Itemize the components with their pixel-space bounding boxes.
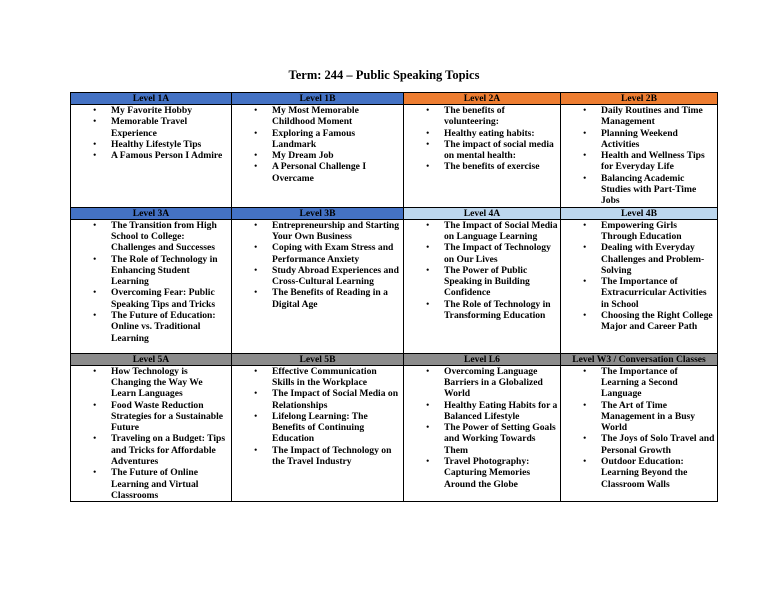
topic-item: • Traveling on a Budget: Tips and Tricks for Affordable Adventures <box>111 433 229 467</box>
level-header: Level 3B <box>232 207 404 219</box>
topic-item: • Travel Photography: Capturing Memories Around the Globe <box>444 456 558 490</box>
topics-cell <box>71 105 232 208</box>
level-header: Level 3A <box>71 207 232 219</box>
topic-item: • Exploring a Famous Landmark <box>272 128 401 151</box>
topic-item: • The Impact of Technology on Our Lives <box>444 242 558 265</box>
topic-item: • The benefits of exercise <box>444 161 558 172</box>
topic-item: • The Importance of Learning a Second Language <box>601 366 715 400</box>
topic-item: • Outdoor Education: Learning Beyond the Classroom Walls <box>601 456 715 490</box>
topic-item: • Lifelong Learning: The Benefits of Continuing Education <box>272 411 401 445</box>
topic-item: • Overcoming Language Barriers in a Globalized World <box>444 366 558 400</box>
topic-item: • Planning Weekend Activities <box>601 128 715 151</box>
level-header: Level 5A <box>71 353 232 365</box>
topic-item: • The Impact of Social Media on Language Learning <box>444 220 558 243</box>
topics-row <box>71 105 718 208</box>
topic-item: • Balancing Academic Studies with Part-Time Jobs <box>601 173 715 207</box>
level-header: Level 1A <box>71 93 232 105</box>
topic-item: • Daily Routines and Time Management <box>601 105 715 128</box>
topic-item: • The Transition from High School to College: Challenges and Successes <box>111 220 229 254</box>
topic-item: • Empowering Girls Through Education <box>601 220 715 243</box>
topic-item: • The Future of Education: Online vs. Traditional Learning <box>111 310 229 344</box>
topic-list <box>71 105 231 161</box>
topics-cell <box>561 219 718 353</box>
topic-item: • The Future of Online Learning and Virtual Classrooms <box>111 467 229 501</box>
topic-item: • The Power of Setting Goals and Working Towards Them <box>444 422 558 456</box>
topic-list <box>232 105 403 184</box>
topics-cell <box>232 365 404 502</box>
level-header: Level 4B <box>561 207 718 219</box>
level-header-row <box>71 93 718 105</box>
topics-row <box>71 219 718 353</box>
topic-item: • My Dream Job <box>272 150 401 161</box>
topic-item: • How Technology is Changing the Way We Learn Languages <box>111 366 229 400</box>
topic-item: • Healthy Lifestyle Tips <box>111 139 229 150</box>
topics-cell <box>71 365 232 502</box>
topic-item: • Health and Wellness Tips for Everyday Life <box>601 150 715 173</box>
topic-list <box>404 105 560 173</box>
topics-cell <box>404 365 561 502</box>
topics-row <box>71 365 718 502</box>
topics-cell <box>404 219 561 353</box>
topics-cell <box>404 105 561 208</box>
topic-item: • A Personal Challenge I Overcame <box>272 161 401 184</box>
level-header-row <box>71 207 718 219</box>
topic-item: • The Role of Technology in Transforming Education <box>444 299 558 322</box>
topic-item: • My Favorite Hobby <box>111 105 229 116</box>
topic-item: • Overcoming Fear: Public Speaking Tips and Tricks <box>111 287 229 310</box>
level-header: Level 5B <box>232 353 404 365</box>
topics-table <box>70 92 718 502</box>
topics-cell <box>232 219 404 353</box>
topic-item: • Coping with Exam Stress and Performance Anxiety <box>272 242 401 265</box>
topic-item: • Dealing with Everyday Challenges and Problem-Solving <box>601 242 715 276</box>
topic-item: • Healthy eating habits: <box>444 128 558 139</box>
topic-item: • My Most Memorable Childhood Moment <box>272 105 401 128</box>
topic-item: • The Joys of Solo Travel and Personal Growth <box>601 433 715 456</box>
topic-item: • A Famous Person I Admire <box>111 150 229 161</box>
level-header-row <box>71 353 718 365</box>
level-header: Level 4A <box>404 207 561 219</box>
topic-list <box>404 220 560 322</box>
document-title: Term: 244 – Public Speaking Topics <box>288 68 480 82</box>
topic-item: • The Impact of Social Media on Relationships <box>272 388 401 411</box>
topic-item: • The benefits of volunteering: <box>444 105 558 128</box>
topic-item: • Choosing the Right College Major and Career Path <box>601 310 715 333</box>
topic-item: • Effective Communication Skills in the Workplace <box>272 366 401 389</box>
level-header: Level L6 <box>404 353 561 365</box>
topic-list <box>232 366 403 468</box>
topics-cell <box>561 105 718 208</box>
topic-item: • The Power of Public Speaking in Building Confidence <box>444 265 558 299</box>
topic-item: • The impact of social media on mental health: <box>444 139 558 162</box>
level-header: Level 2A <box>404 93 561 105</box>
topic-list <box>561 105 717 207</box>
topic-item: • Food Waste Reduction Strategies for a Sustainable Future <box>111 400 229 434</box>
topic-item: • Entrepreneurship and Starting Your Own Business <box>272 220 401 243</box>
topic-item: • Study Abroad Experiences and Cross-Cultural Learning <box>272 265 401 288</box>
topic-list <box>561 366 717 490</box>
topic-item: • The Role of Technology in Enhancing Student Learning <box>111 254 229 288</box>
topics-cell <box>232 105 404 208</box>
level-header: Level W3 / Conversation Classes <box>561 353 718 365</box>
topic-item: • The Importance of Extracurricular Activities in School <box>601 276 715 310</box>
topics-cell <box>71 219 232 353</box>
topic-item: • Healthy Eating Habits for a Balanced Lifestyle <box>444 400 558 423</box>
topics-cell <box>561 365 718 502</box>
topic-list <box>71 220 231 344</box>
topic-item: • The Impact of Technology on the Travel Industry <box>272 445 401 468</box>
topic-item: • The Benefits of Reading in a Digital Age <box>272 287 401 310</box>
topic-item: • The Art of Time Management in a Busy World <box>601 400 715 434</box>
level-header: Level 2B <box>561 93 718 105</box>
topic-list <box>404 366 560 490</box>
topic-list <box>561 220 717 333</box>
topic-list <box>232 220 403 310</box>
topic-item: • Memorable Travel Experience <box>111 116 229 139</box>
topic-list <box>71 366 231 502</box>
level-header: Level 1B <box>232 93 404 105</box>
